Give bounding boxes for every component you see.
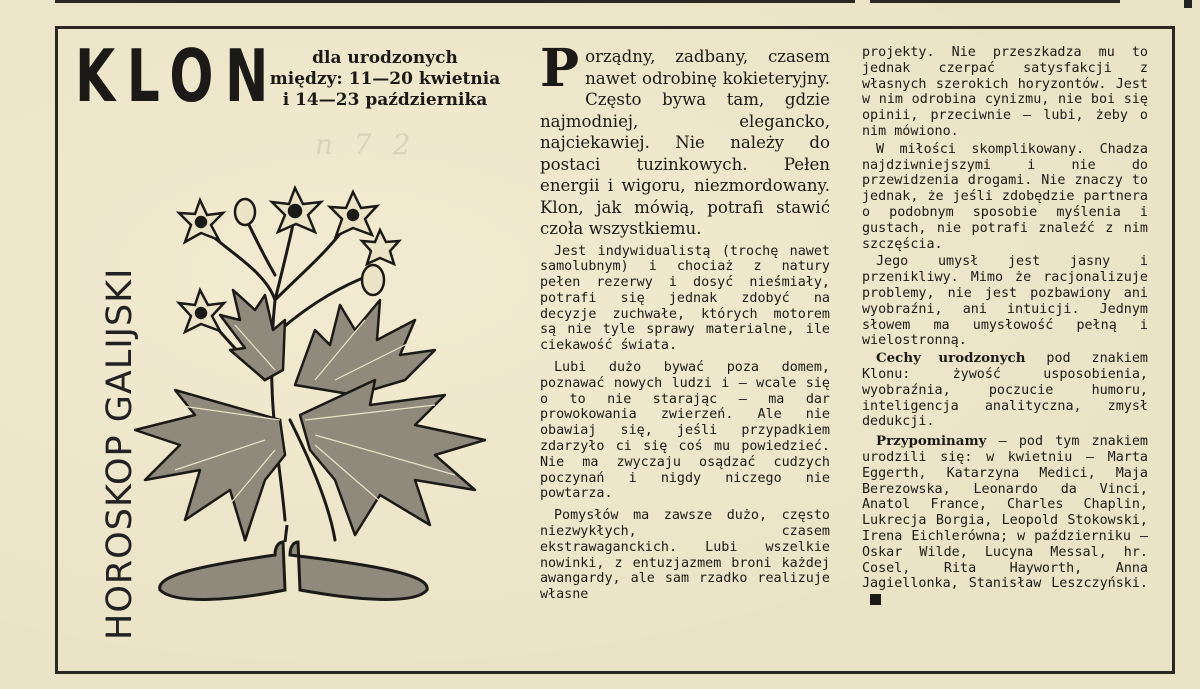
birth-dates-line3: i 14—23 października [282,90,488,110]
lead-paragraph [540,38,830,240]
bold-lead-in: Cechy urodzonych [876,350,1026,367]
corner-mark [1184,0,1192,8]
paragraph: Pomysłów ma zawsze dużo, często niezwykłych, czasem ekstrawaganckich. Lubi wszelkie nowinki, z entuzjazmem broni każdej awangardy, ale sam rzadko realizuje własne [540,508,830,603]
paragraph: projekty. Nie przeszkadza mu to jednak czerpać satysfakcji z własnych szerokich horyzontów. Jest w nim odrobina cynizmu, nie boi się opinii, przeciwnie — lubi, żeby o nim mówiono. [862,45,1148,139]
paragraph-rest: pod znakiem Klonu: żywość usposobienia, wyobraźnia, poczucie humoru, inteligencja analityczna, zmysł dedukcji. [862,351,1148,430]
end-of-article-icon [870,594,881,605]
birth-dates [250,48,520,111]
article-title: KLON [75,34,280,118]
article-column-1 [540,38,830,603]
article-column-2 [862,45,1148,608]
paragraph: Jego umysł jest jasny i przenikliwy. Mimo że racjonalizuje problemy, nie jest pozbawiony ani wyobraźni, ani intuicji. Jednym słowem ma umysłowość pełną i wielostronną. [862,254,1148,349]
bold-lead-in: Przypominamy [876,433,987,450]
paragraph-rest: — pod tym znakiem urodzili się: w kwietniu — Marta Eggerth, Katarzyna Medici, Maja Berezowska, Leonardo da Vinci, Anatol France, Charles Chaplin, Lukrecja Borgia, Leopold Stokowski, Irena Eichlerówna; w październiku — Oskar Wilde, Lucyna Messal, hr. Cosel, Rita Hayworth, Anna Jagiellonka, Stanisław Leszczyński. [862,434,1148,592]
top-rule [55,0,855,3]
paragraph: W miłości skomplikowany. Chadza najdziwniejszymi i nie do przewidzenia drogami. Nie znaczy to jednak, że jeśli zdobędzie partnera o podobnym sposobie myślenia i gustach, nie potrafi znaleźć z nim szczęścia. [862,141,1148,252]
lead-text: orządny, zadbany, czasem nawet odrobinę kokieteryjny. Często bywa tam, gdzie najmodniej, elegancko, najciekawiej. Nie należy do postaci tuzinkowych. Pełen energii i wigoru, niezmordowany. Klon, jak mówią, potrafi stawić czoła wszystkiemu. [540,47,830,238]
paragraph: Lubi dużo bywać poza domem, poznawać nowych ludzi i — wcale się o to nie starając — ma dar prowokowania zwierzeń. Ale nie obawiaj się, jeśli przypadkiem zdarzyło ci się coś mu powiedzieć. Nie ma zwyczaju osądzać cudzych poczynań i nigdy niczego nie powtarza. [540,360,830,502]
faint-handwritten-mark: n 7 2 [315,128,417,161]
top-rule-right [870,0,1120,3]
paragraph: Jest indywidualistą (trochę nawet samolubnym) i chociaż z natury pełen rezerwy i dosyć nieśmiały, potrafi się jednak zdobyć na decyzje zuchwałe, których motorem są nie tyle sprawy materialne, ile ciekawość świata. [540,243,830,354]
drop-cap: P [540,38,580,99]
paragraph [862,434,1148,608]
maple-illustration [115,180,535,630]
paragraph [862,351,1148,430]
birth-dates-line1: dla urodzonych [312,48,458,68]
birth-dates-line2: między: 11—20 kwietnia [269,69,501,89]
section-label-vertical: HOROSKOP GALIJSKI [100,267,140,640]
